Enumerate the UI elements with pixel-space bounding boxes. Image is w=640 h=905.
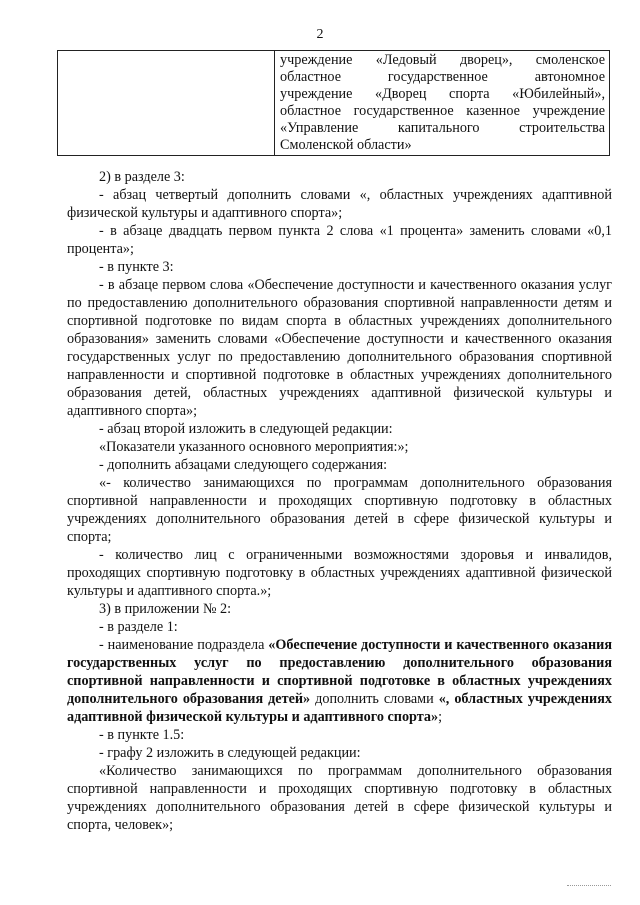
table-cell-line: учреждение «Дворец спорта «Юбилейный»,: [280, 86, 605, 102]
page-number: 2: [316, 27, 324, 42]
bold-subsection-title: «Обеспечение доступности и качественного оказания государственных услуг по предоставлению дополнительного образования спортивной направленности и спортивной подготовке в областных учреждениях дополнительного образования детей»: [67, 637, 613, 707]
paragraph-text: ;: [438, 709, 443, 725]
paragraph: - в абзаце двадцать первом пункта 2 слова «1 процента» заменить словами «0,1 процента»;: [67, 223, 612, 257]
footer-mark: [567, 885, 611, 887]
paragraph-text: дополнить словами: [310, 691, 439, 707]
paragraph: - графу 2 изложить в следующей редакции:: [99, 745, 361, 761]
bold-addition: «, областных учреждениях адаптивной физической культуры и адаптивного спорта»: [67, 691, 612, 725]
paragraph: «- количество занимающихся по программам дополнительного образования спортивной направленности и проходящих спортивную подготовку в областных учреждениях дополнительного образования детей в сфере физической культуры и спорта;: [67, 475, 612, 545]
table-cell-line: учреждение «Ледовый дворец», смоленское: [280, 52, 605, 68]
document-body: [67, 168, 612, 834]
table-cell-line: «Управление капитального строительства: [280, 120, 605, 136]
paragraph: - количество лиц с ограниченными возможностями здоровья и инвалидов, проходящих спортивную подготовку в областных учреждениях адаптивной физической культуры и адаптивного спорта.»;: [67, 547, 612, 599]
paragraph: «Количество занимающихся по программам дополнительного образования спортивной направленности и проходящих спортивную подготовку в областных учреждениях дополнительного образования детей в сфере физической культуры и спорта, человек»;: [67, 763, 612, 833]
paragraph: 2) в разделе 3:: [99, 169, 185, 185]
paragraph-text: - наименование подраздела: [99, 637, 269, 653]
table-cell-line: Смоленской области»: [280, 137, 412, 153]
paragraph: - в абзаце первом слова «Обеспечение доступности и качественного оказания услуг по предоставлению дополнительного образования спортивной направленности детям и спортивной подготовке по видам спорта в областных учреждениях дополнительного образования» заменить словами «Обеспечение доступности и качественного оказания государственных услуг по предоставлению дополнительного образования спортивной направленности и спортивной подготовке в областных учреждениях дополнительного образования детей, областных учреждениях адаптивной физической культуры и адаптивного спорта»;: [67, 277, 612, 419]
paragraph: - абзац четвертый дополнить словами «, областных учреждениях адаптивной физической культуры и адаптивного спорта»;: [67, 187, 612, 221]
paragraph: «Показатели указанного основного мероприятия:»;: [99, 439, 409, 455]
continuation-table: [57, 50, 610, 156]
table-row: [58, 51, 610, 156]
subsection-name-paragraph: [67, 636, 612, 726]
paragraph: - абзац второй изложить в следующей редакции:: [99, 421, 393, 437]
paragraph: - в разделе 1:: [99, 619, 178, 635]
table-cell-line: областное государственное автономное: [280, 69, 605, 85]
table-cell-empty: [58, 51, 275, 156]
paragraph: - в пункте 1.5:: [99, 727, 185, 743]
paragraph: - дополнить абзацами следующего содержания:: [99, 457, 388, 473]
paragraph: - в пункте 3:: [99, 259, 174, 275]
table-cell-line: областное государственное казенное учреждение: [280, 103, 605, 119]
table-cell-institutions: [275, 51, 610, 156]
paragraph: 3) в приложении № 2:: [99, 601, 232, 617]
